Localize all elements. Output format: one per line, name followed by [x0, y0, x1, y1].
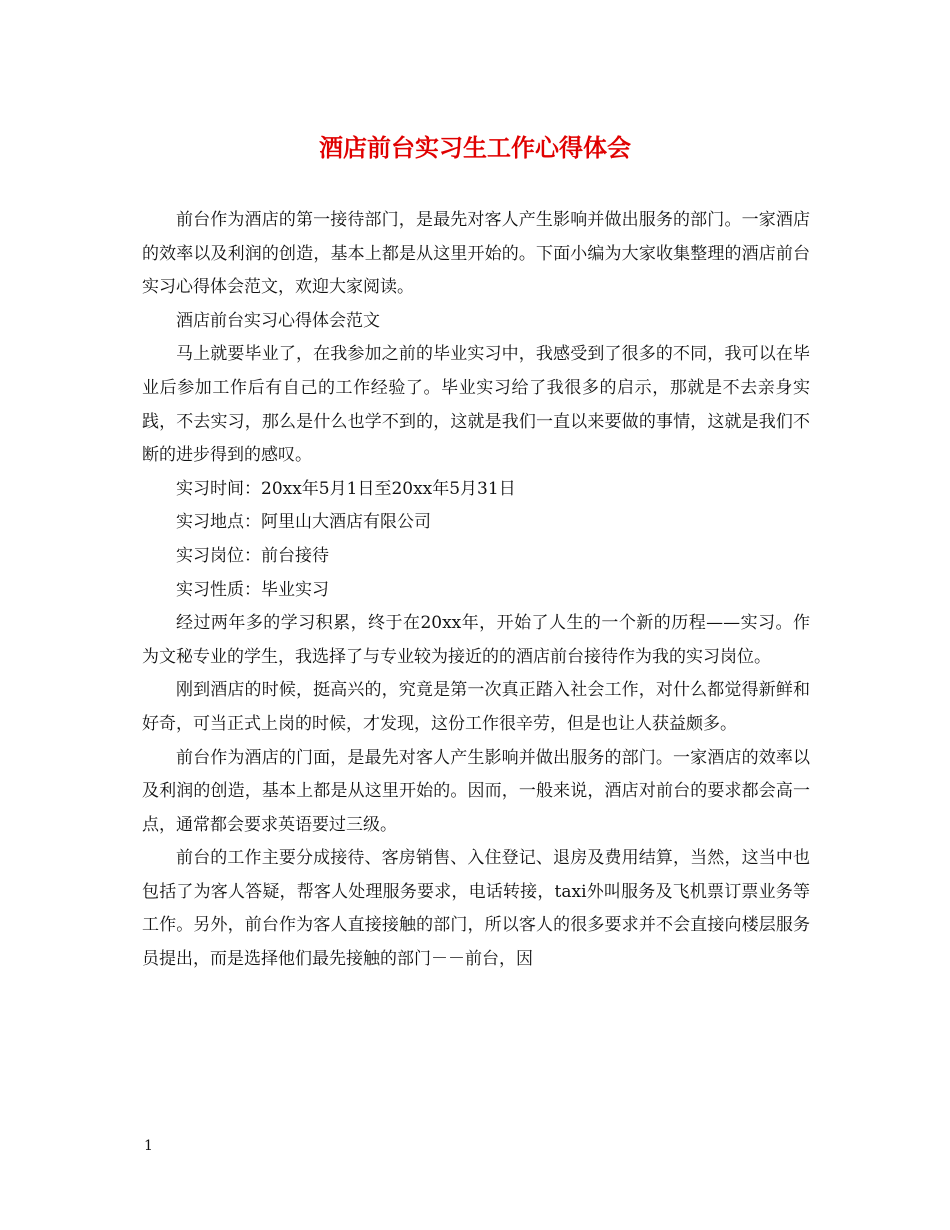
paragraph-internship-time: 实习时间：20xx年5月1日至20xx年5月31日	[176, 478, 516, 499]
paragraph-internship-nature: 实习性质：毕业实习	[176, 579, 329, 600]
paragraph-subheading: 酒店前台实习心得体会范文	[176, 310, 380, 331]
paragraph-front-desk-duties: 前台的工作主要分成接待、客房销售、入住登记、退房及费用结算，当然，这当中也包括了为客人答疑，帮客人处理服务要求，电话转接，taxi外叫服务及飞机票订票业务等工作。另外，前台作为客人直接接触的部门，所以客人的很多要求并不会直接向楼层服务员提出，而是选择他们最先接触的部门－－前台，因	[142, 848, 810, 970]
paragraph-first-arrival: 刚到酒店的时候，挺高兴的，究竟是第一次真正踏入社会工作，对什么都觉得新鲜和好奇，可当正式上岗的时候，才发现，这份工作很辛劳，但是也让人获益颇多。	[142, 680, 810, 734]
paragraph-internship-position: 实习岗位：前台接待	[176, 545, 329, 566]
page-number: 1	[144, 1138, 153, 1154]
paragraph-front-desk-facade: 前台作为酒店的门面，是最先对客人产生影响并做出服务的部门。一家酒店的效率以及利润的创造，基本上都是从这里开始的。因而，一般来说，酒店对前台的要求都会高一点，通常都会要求英语要过三级。	[142, 747, 810, 835]
paragraph-two-years: 经过两年多的学习积累，终于在20xx年，开始了人生的一个新的历程——实习。作为文秘专业的学生，我选择了与专业较为接近的的酒店前台接待作为我的实习岗位。	[142, 613, 810, 667]
document-body	[142, 204, 810, 977]
document-title: 酒店前台实习生工作心得体会	[319, 133, 631, 162]
paragraph-intro: 前台作为酒店的第一接待部门，是最先对客人产生影响并做出服务的部门。一家酒店的效率以及利润的创造，基本上都是从这里开始的。下面小编为大家收集整理的酒店前台实习心得体会范文，欢迎大家阅读。	[142, 210, 810, 298]
paragraph-graduation: 马上就要毕业了，在我参加之前的毕业实习中，我感受到了很多的不同，我可以在毕业后参加工作后有自己的工作经验了。毕业实习给了我很多的启示，那就是不去亲身实践，不去实习，那么是什么也学不到的，这就是我们一直以来要做的事情，这就是我们不断的进步得到的感叹。	[142, 344, 810, 466]
paragraph-internship-location: 实习地点：阿里山大酒店有限公司	[176, 512, 431, 533]
